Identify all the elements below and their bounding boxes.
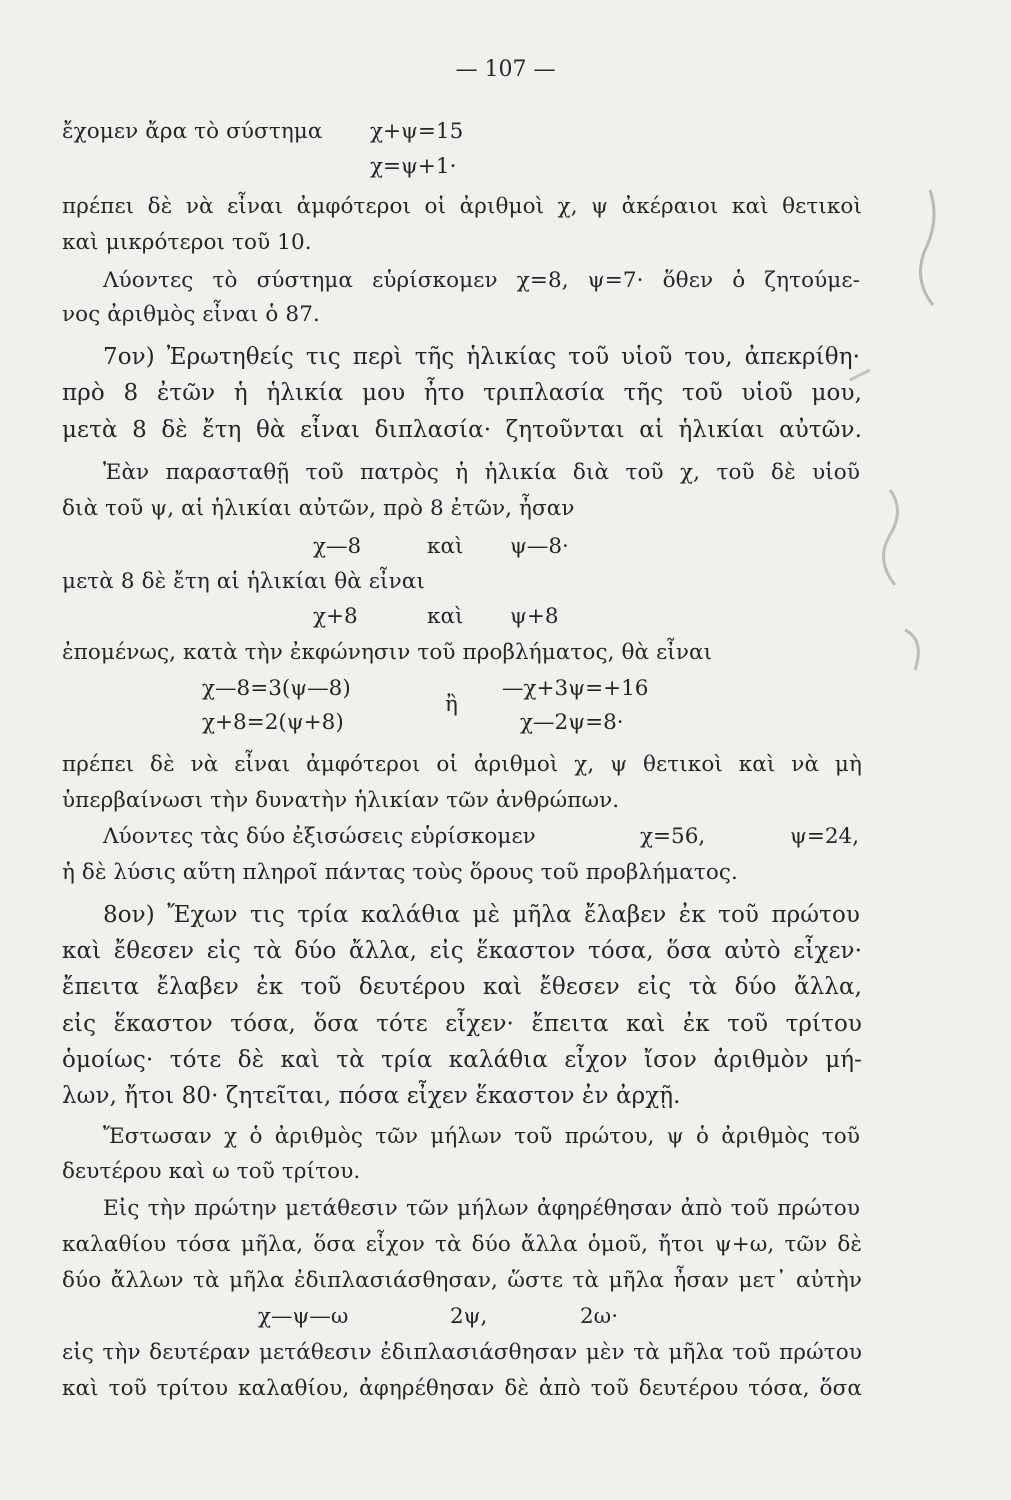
text-line: νος ἀριθμὸς εἶναι ὁ 87. xyxy=(62,302,320,327)
text-line: μετὰ 8 δὲ ἔτη θὰ εἶναι διπλασία· ζητοῦνται αἱ ἡλικίαι αὐτῶν. xyxy=(62,417,862,443)
text-line: ὑπερβαίνωσι τὴν δυνατὴν ἡλικίαν τῶν ἀνθρώπων. xyxy=(62,788,620,813)
equation: χ+8=2(ψ+8) xyxy=(202,710,344,735)
equation: ψ—8· xyxy=(510,534,569,559)
equation: χ—8=3(ψ—8) xyxy=(202,676,351,701)
problem-heading-line: 7ον) Ἐρωτηθείς τις περὶ τῆς ἡλικίας τοῦ υἱοῦ του, ἀπεκρίθη· xyxy=(103,344,860,370)
text-line: καὶ μικρότεροι τοῦ 10. xyxy=(62,230,312,255)
text-line: ἔπειτα ἔλαβεν ἐκ τοῦ δευτέρου καὶ ἔθεσεν εἰς τὰ δύο ἄλλα, xyxy=(62,974,862,1000)
equation: —χ+3ψ=+16 xyxy=(502,676,649,701)
equation: χ+ψ=15 xyxy=(370,119,464,144)
text-line: εἰς ἕκαστον τόσα, ὅσα τότε εἶχεν· ἔπειτα καὶ ἐκ τοῦ τρίτου xyxy=(62,1011,862,1037)
text-line: πρέπει δὲ νὰ εἶναι ἀμφότεροι οἱ ἀριθμοὶ χ, ψ θετικοὶ καὶ νὰ μὴ xyxy=(62,752,862,777)
problem-heading-line: 8ον) Ἔχων τις τρία καλάθια μὲ μῆλα ἔλαβεν ἐκ τοῦ πρώτου xyxy=(103,902,860,928)
solution-y: ψ=24, xyxy=(790,824,860,849)
conjunction: ἢ xyxy=(445,692,458,717)
text-line: ἡ δὲ λύσις αὕτη πληροῖ πάντας τοὺς ὅρους τοῦ προβλήματος. xyxy=(62,860,738,885)
text-line: μετὰ 8 δὲ ἔτη αἱ ἡλικίαι θὰ εἶναι xyxy=(62,569,425,594)
text-line: Λύοντες τὰς δύο ἐξισώσεις εὑρίσκομεν xyxy=(103,824,536,849)
text-line: ὁμοίως· τότε δὲ καὶ τὰ τρία καλάθια εἶχον ἴσον ἀριθμὸν μή- xyxy=(62,1047,862,1073)
equation: χ—ψ—ω xyxy=(258,1304,349,1329)
conjunction: καὶ xyxy=(427,534,464,559)
equation: 2ω· xyxy=(580,1304,619,1329)
text-line: καλαθίου τόσα μῆλα, ὅσα εἶχον τὰ δύο ἄλλα ὁμοῦ, ἤτοι ψ+ω, τῶν δὲ xyxy=(62,1232,862,1257)
solution-x: χ=56, xyxy=(640,824,706,849)
text-line: πρέπει δὲ νὰ εἶναι ἀμφότεροι οἱ ἀριθμοὶ χ, ψ ἀκέραιοι καὶ θετικοὶ xyxy=(62,194,862,219)
equation: ψ+8 xyxy=(510,604,559,629)
text-line: δύο ἄλλων τὰ μῆλα ἐδιπλασιάσθησαν, ὥστε τὰ μῆλα ἦσαν μετ᾿ αὐτὴν xyxy=(62,1268,862,1293)
equation: χ—8 xyxy=(313,534,362,559)
text-line: Ἐὰν παρασταθῇ τοῦ πατρὸς ἡ ἡλικία διὰ τοῦ χ, τοῦ δὲ υἱοῦ xyxy=(103,460,860,485)
text-line: εἰς τὴν δευτέραν μετάθεσιν ἐδιπλασιάσθησαν μὲν τὰ μῆλα τοῦ πρώτου xyxy=(62,1340,862,1365)
equation: χ=ψ+1· xyxy=(370,154,457,179)
conjunction: καὶ xyxy=(427,604,464,629)
page-number: — 107 — xyxy=(455,57,556,82)
text-line: λων, ἤτοι 80· ζητεῖται, πόσα εἶχεν ἕκαστον ἐν ἀρχῇ. xyxy=(62,1083,681,1109)
equation: 2ψ, xyxy=(450,1304,488,1329)
text-line: Εἰς τὴν πρώτην μετάθεσιν τῶν μήλων ἀφηρέθησαν ἀπὸ τοῦ πρώτου xyxy=(103,1196,860,1221)
text-line: καὶ τοῦ τρίτου καλαθίου, ἀφηρέθησαν δὲ ἀπὸ τοῦ δευτέρου τόσα, ὅσα xyxy=(62,1376,862,1401)
equation: χ—2ψ=8· xyxy=(520,710,624,735)
equation: χ+8 xyxy=(313,604,358,629)
text-line: Λύοντες τὸ σύστημα εὑρίσκομεν χ=8, ψ=7· ὅθεν ὁ ζητούμε- xyxy=(103,268,860,293)
text-line: διὰ τοῦ ψ, αἱ ἡλικίαι αὐτῶν, πρὸ 8 ἐτῶν, ἦσαν xyxy=(62,496,575,521)
text-line: ἔχομεν ἄρα τὸ σύστημα xyxy=(62,119,323,144)
text-line: ἐπομένως, κατὰ τὴν ἐκφώνησιν τοῦ προβλήματος, θὰ εἶναι xyxy=(62,640,713,665)
text-line: καὶ ἔθεσεν εἰς τὰ δύο ἄλλα, εἰς ἕκαστον τόσα, ὅσα αὐτὸ εἶχεν· xyxy=(62,938,862,964)
text-line: δευτέρου καὶ ω τοῦ τρίτου. xyxy=(62,1159,361,1184)
text-line: πρὸ 8 ἐτῶν ἡ ἡλικία μου ἦτο τριπλασία τῆς τοῦ υἱοῦ μου, xyxy=(62,380,862,406)
text-line: Ἔστωσαν χ ὁ ἀριθμὸς τῶν μήλων τοῦ πρώτου, ψ ὁ ἀριθμὸς τοῦ xyxy=(103,1124,860,1149)
